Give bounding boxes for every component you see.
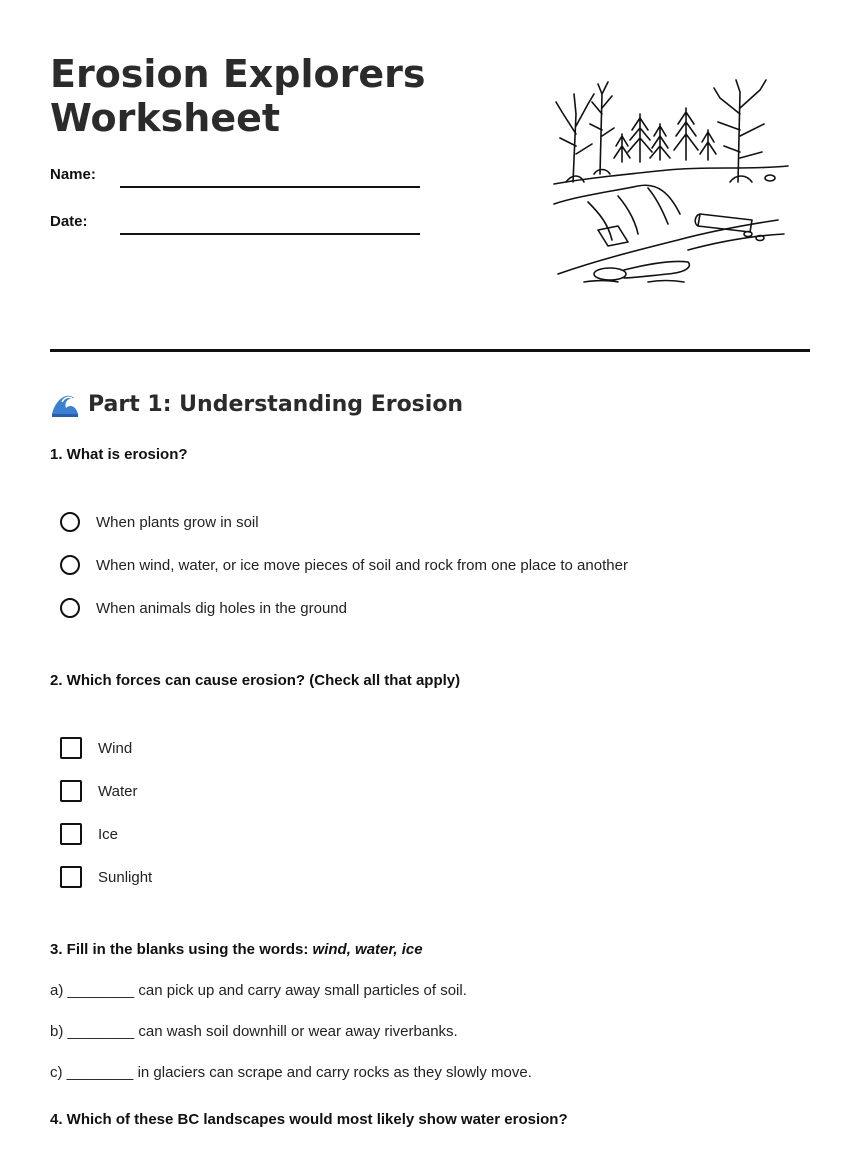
fill-blank-b[interactable]: b) ________ can wash soil downhill or wear away riverbanks. [50,1023,458,1040]
option-label: Water [98,782,138,800]
option-label: Ice [98,825,119,843]
question-3-word-bank: wind, water, ice [312,941,423,958]
radio-button[interactable] [60,555,80,575]
fill-blank-a[interactable]: a) ________ can pick up and carry away small particles of soil. [50,982,467,999]
q2-option-sunlight[interactable] [60,866,152,888]
fill-blank-c[interactable]: c) ________ in glaciers can scrape and carry rocks as they slowly move. [50,1064,532,1081]
worksheet-title [50,52,510,140]
checkbox[interactable] [60,737,82,759]
q2-option-ice[interactable] [60,823,118,845]
wave-icon [50,390,80,418]
date-label: Date: [50,213,88,230]
section-1-title: Part 1: Understanding Erosion [88,391,464,417]
title-line-2: Worksheet [50,96,281,140]
q1-option-3[interactable] [60,598,347,618]
erosion-landscape-illustration [548,74,793,286]
question-4: 4. Which of these BC landscapes would most likely show water erosion? [50,1111,568,1128]
option-label: When wind, water, or ice move pieces of soil and rock from one place to another [96,556,628,574]
radio-button[interactable] [60,598,80,618]
checkbox[interactable] [60,823,82,845]
section-divider [50,349,810,352]
option-label: When plants grow in soil [96,513,259,531]
q1-option-2[interactable] [60,555,628,575]
question-3-prefix: 3. Fill in the blanks using the words: [50,941,313,958]
option-label: Sunlight [98,868,153,886]
question-3 [50,941,423,958]
q2-option-water[interactable] [60,780,137,802]
q1-option-1[interactable] [60,512,259,532]
q2-option-wind[interactable] [60,737,132,759]
date-blank-line[interactable] [120,233,420,235]
option-label: Wind [98,739,133,757]
question-1: 1. What is erosion? [50,446,188,463]
option-label: When animals dig holes in the ground [96,599,347,617]
title-line-1: Erosion Explorers [50,52,426,96]
checkbox[interactable] [60,780,82,802]
name-label: Name: [50,166,96,183]
name-blank-line[interactable] [120,186,420,188]
section-1-heading [50,390,463,418]
question-2: 2. Which forces can cause erosion? (Check all that apply) [50,672,461,689]
checkbox[interactable] [60,866,82,888]
radio-button[interactable] [60,512,80,532]
